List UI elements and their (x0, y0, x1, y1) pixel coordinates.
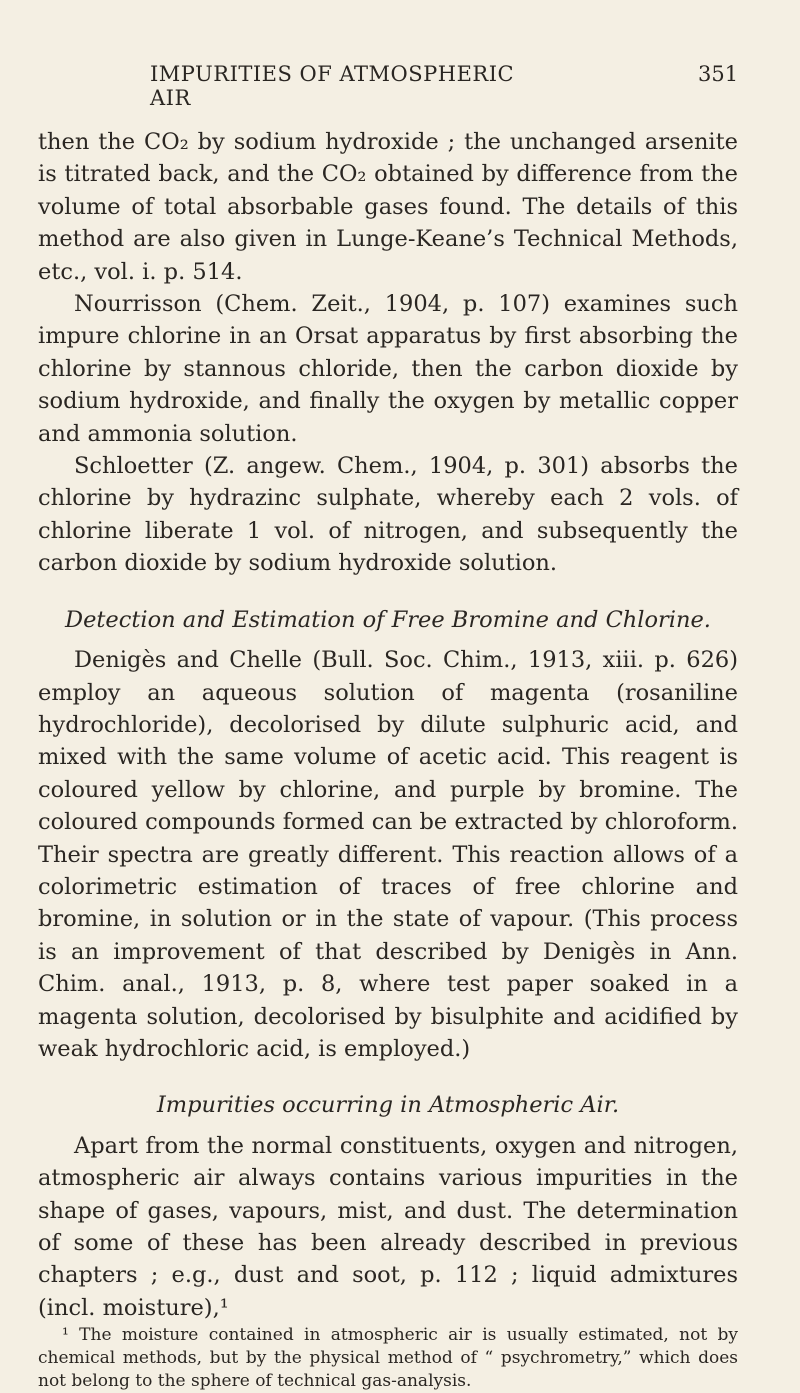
page-body (38, 126, 738, 1393)
paragraph-schloetter: Schloetter (Z. angew. Chem., 1904, p. 301) absorbs the chlorine by hydrazinc sulphate, whereby each 2 vols. of chlorine liberate 1 vol. of nitrogen, and subsequently the carbon dioxide by sodium hydroxide solution. (38, 453, 738, 577)
section-heading-atmospheric-impurities: Impurities occurring in Atmospheric Air. (156, 1092, 620, 1119)
paragraph-atmospheric-impurities: Apart from the normal constituents, oxygen and nitrogen, atmospheric air always contains various impurities in the shape of gases, vapours, mist, and dust. The determination of some of these has been already described in previous chapters ; e.g., dust and soot, p. 112 ; liquid admixtures (incl. moisture),¹ (38, 1132, 738, 1321)
paragraph-nourrisson: Nourrisson (Chem. Zeit., 1904, p. 107) examines such impure chlorine in an Orsat apparatus by first absorbing the chlorine by stannous chloride, then the carbon dioxide by sodium hydroxide, and finally the oxygen by metallic copper and ammonia solution. (38, 291, 738, 447)
page-number: 351 (698, 62, 739, 86)
paragraph-deniges-chelle: Denigès and Chelle (Bull. Soc. Chim., 1913, xiii. p. 626) employ an aqueous solution of magenta (rosaniline hydrochloride), decolorised by dilute sulphuric acid, and mixed with the same volume of acetic acid. This reagent is coloured yellow by chlorine, and purple by bromine. The coloured compounds formed can be extracted by chloroform. Their spectra are greatly different. This reaction allows of a colorimetric estimation of traces of free chlorine and bromine, in solution or in the state of vapour. (This process is an improvement of that described by Denigès in Ann. Chim. anal., 1913, p. 8, where test paper soaked in a magenta solution, decolorised by bisulphite and acidified by weak hydrochloric acid, is employed.) (38, 647, 738, 1062)
section-heading-bromine-chlorine: Detection and Estimation of Free Bromine and Chlorine. (65, 606, 711, 633)
footnote-psychrometry: ¹ The moisture contained in atmospheric air is usually estimated, not by chemical methods, but by the physical method of “ psychrometry,” which does not belong to the sphere of technical gas-analysis. (38, 1325, 738, 1392)
paragraph-lunge-keane: then the CO₂ by sodium hydroxide ; the unchanged arsenite is titrated back, and the CO₂ obtained by difference from the volume of total absorbable gases found. The details of this method are also given in Lunge-Keane’s Technical Methods, etc., vol. i. p. 514. (38, 129, 738, 285)
running-head: IMPURITIES OF ATMOSPHERIC AIR (150, 62, 515, 110)
